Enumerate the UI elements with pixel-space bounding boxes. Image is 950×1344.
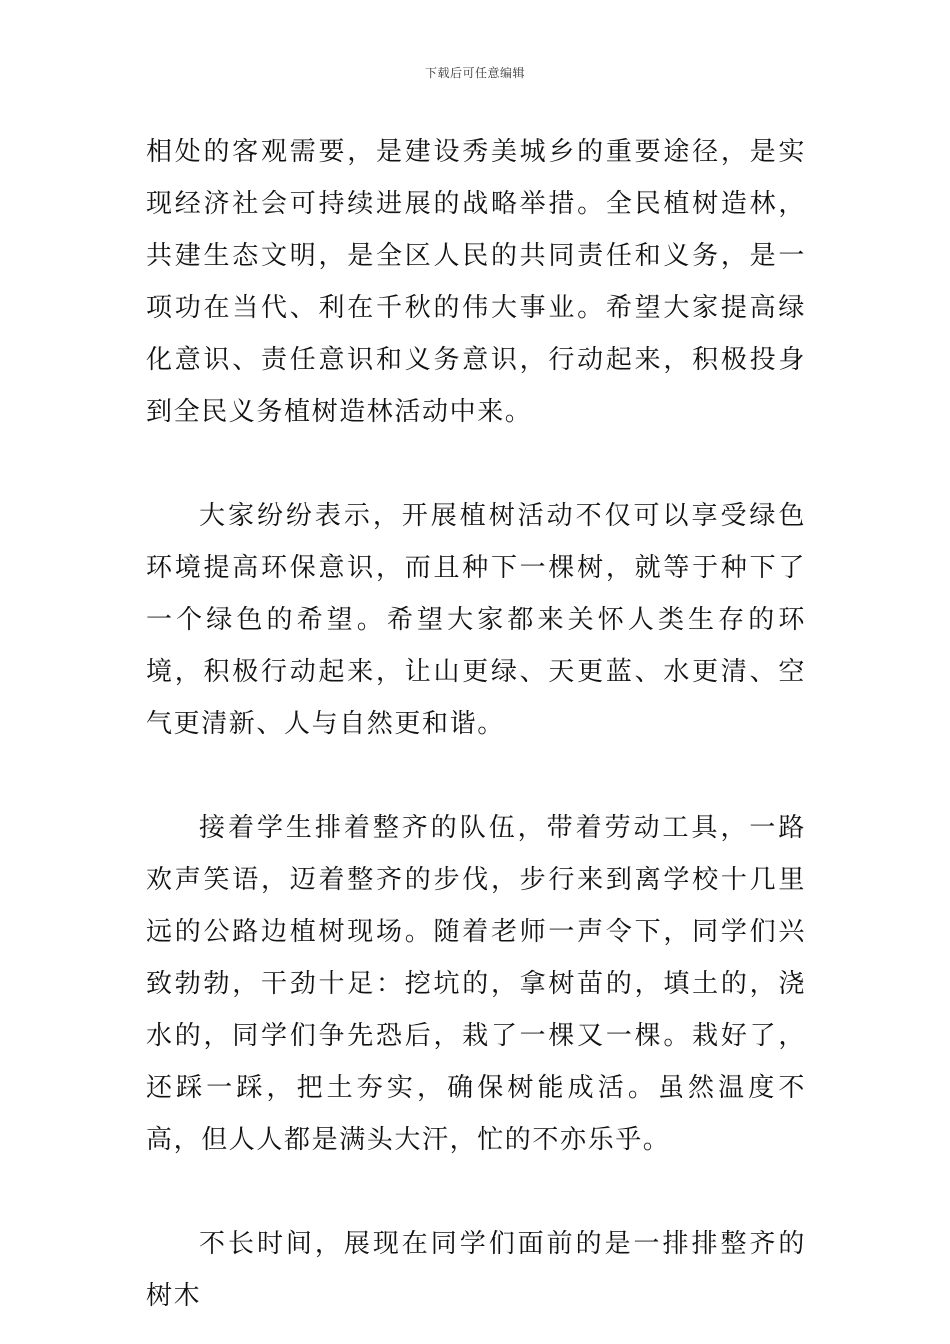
paragraph-1: 相处的客观需要，是建设秀美城乡的重要途径，是实现经济社会可持续进展的战略举措。全民植树造林，共建生态文明，是全区人民的共同责任和义务，是一项功在当代、利在千秋的伟大事业。希望大家提高绿化意识、责任意识和义务意识，行动起来，积极投身到全民义务植树造林活动中来。 bbox=[146, 137, 806, 427]
paragraph-3: 接着学生排着整齐的队伍，带着劳动工具，一路欢声笑语，迈着整齐的步伐，步行来到离学校十几里远的公路边植树现场。随着老师一声令下，同学们兴致勃勃，干劲十足：挖坑的，拿树苗的，填土的，浇水的，同学们争先恐后，栽了一棵又一棵。栽好了，还踩一踩，把土夯实，确保树能成活。虽然温度不高，但人人都是满头大汗，忙的不亦乐乎。 bbox=[146, 813, 806, 1155]
document-body bbox=[146, 126, 806, 1322]
paragraph-4: 不长时间，展现在同学们面前的是一排排整齐的树木 bbox=[146, 1229, 806, 1311]
page-header: 下载后可任意编辑 bbox=[424, 66, 525, 80]
paragraph-gap bbox=[146, 750, 806, 802]
paragraph-gap bbox=[146, 438, 806, 490]
paragraph-2: 大家纷纷表示，开展植树活动不仅可以享受绿色环境提高环保意识，而且种下一棵树，就等于种下了一个绿色的希望。希望大家都来关怀人类生存的环境，积极行动起来，让山更绿、天更蓝、水更清、空气更清新、人与自然更和谐。 bbox=[146, 501, 806, 739]
paragraph-gap bbox=[146, 1166, 806, 1218]
